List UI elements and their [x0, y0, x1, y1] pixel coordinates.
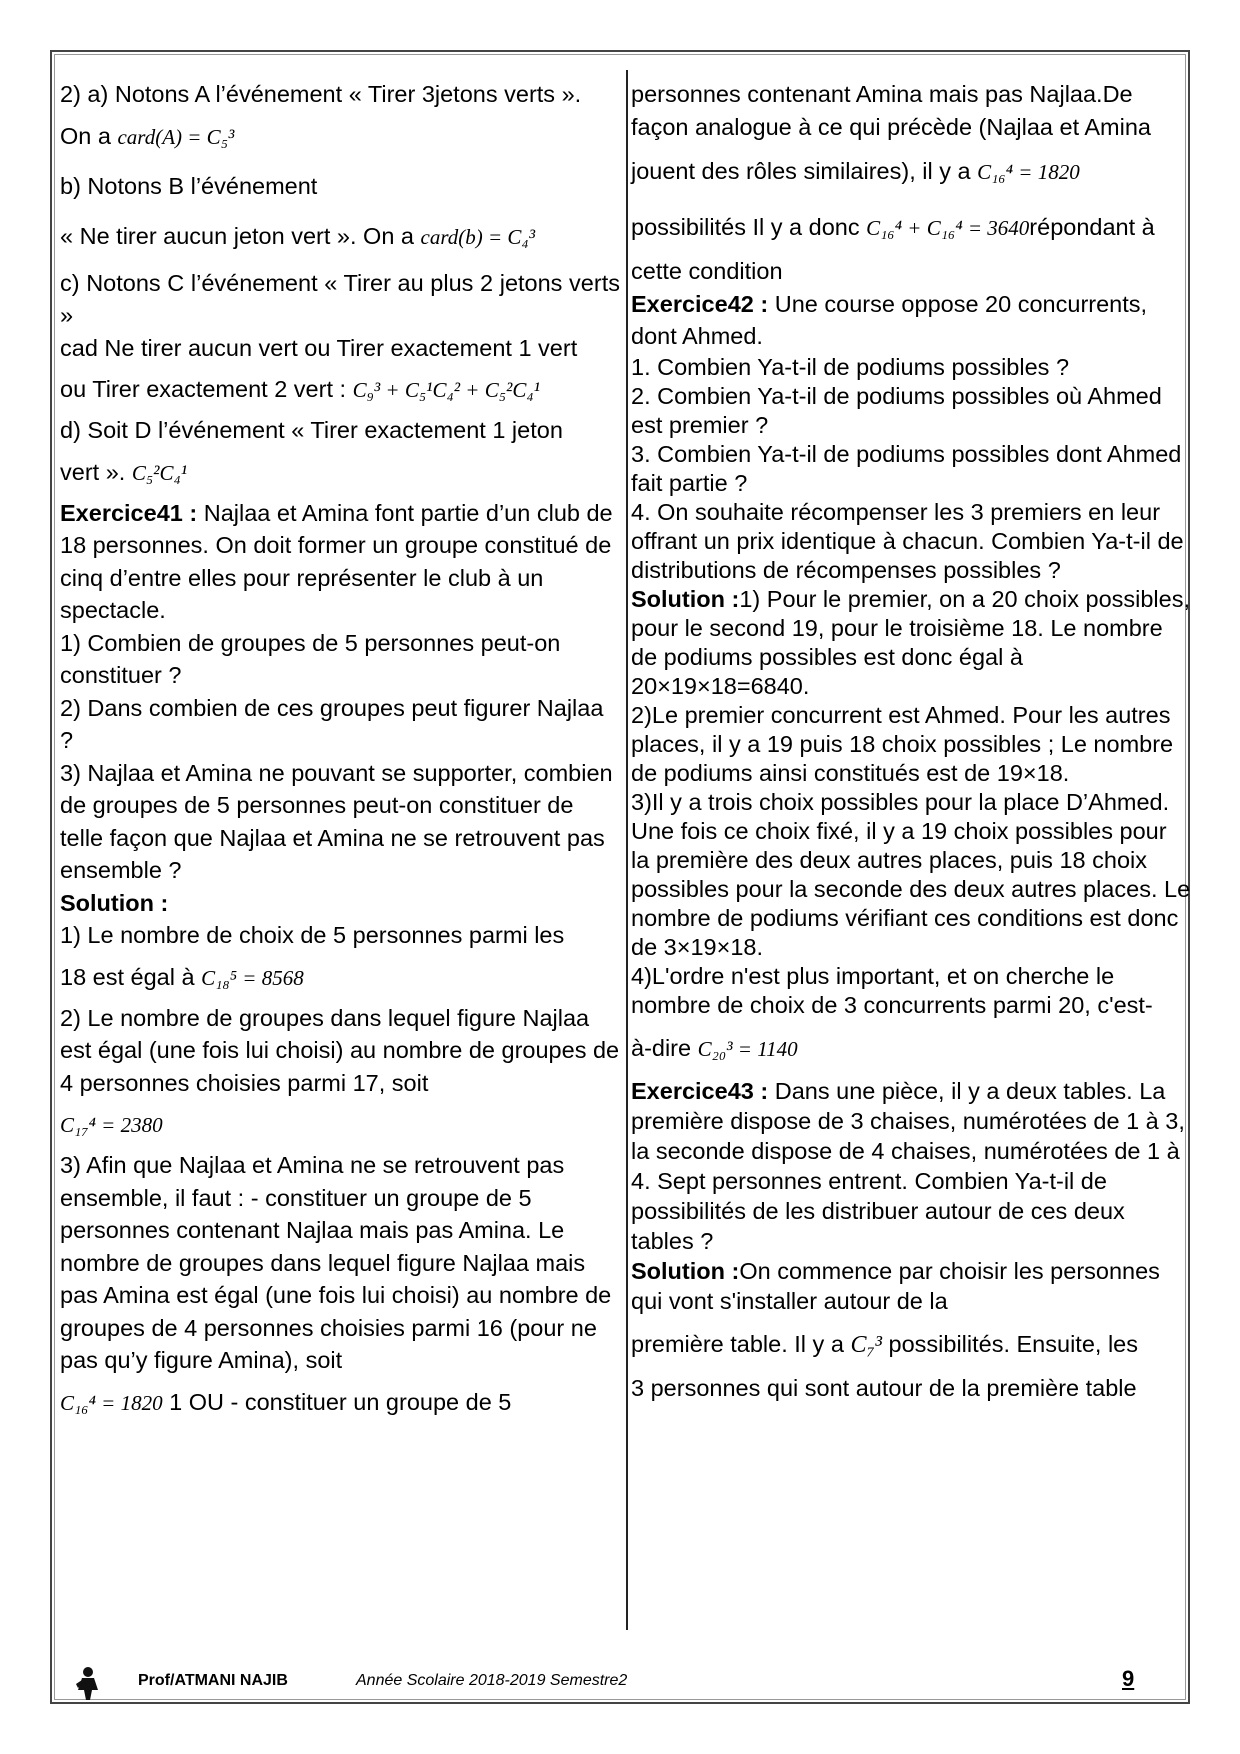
solution-step: Solution :On commence par choisir les personnes qui vont s'installer autour de la [631, 1257, 1160, 1314]
exercise-42: Exercice42 : Une course oppose 20 concurrents, dont Ahmed. [631, 290, 1148, 349]
text-line: cad Ne tirer aucun vert ou Tirer exactement 1 vert [60, 334, 578, 361]
text-line: On a card(A) = C₅³ [60, 122, 235, 149]
text-line: 1) Le nombre de choix de 5 personnes parmi les [60, 922, 565, 948]
right-column [631, 78, 1191, 1404]
formula: C₇³ [850, 1331, 882, 1358]
text-line: 18 est égal à C₁₈⁵ = 8568 [60, 963, 304, 990]
page-footer [60, 1666, 1180, 1712]
author-name: Prof/ATMANI NAJIB [138, 1672, 288, 1689]
page-number: 9 [1122, 1666, 1135, 1691]
solution-step: 2)Le premier concurrent est Ahmed. Pour les autres places, il y a 19 puis 18 choix possibles ; Le nombre de podiums ainsi constitués est de 19×18. [631, 701, 1174, 786]
solution-step: 3)Il y a trois choix possibles pour la place D’Ahmed. Une fois ce choix fixé, il y a 19 choix possibles pour la première des deux autres places, puis 18 choix possibles pour la seconde des deux autres places. Le nombre de podiums vérifiant ces conditions est donc de 3×19×18. [631, 788, 1191, 960]
solution-step: 3) Afin que Najlaa et Amina ne se retrouvent pas ensemble, il faut : - constituer un groupe de 5 personnes contenant Najlaa mais pas Amina. Le nombre de groupes dans lequel figure Najlaa mais pas Amina est égal (une fois lui choisi) au nombre de groupes de 4 personnes choisies parmi 16 (pour ne pas qu’y figure Amina), soit [60, 1152, 612, 1373]
text-line: à-dire C₂₀³ = 1140 [631, 1034, 798, 1061]
text-line: c) Notons C l’événement « Tirer au plus 2 jetons verts » [60, 269, 620, 328]
text-line: jouent des rôles similaires), il y a C₁₆⁴ = 1820 [631, 158, 1080, 184]
text-line: d) Soit D l’événement « Tirer exactement 1 jeton [60, 417, 563, 443]
formula: C₁₆⁴ + C₁₆⁴ = 3640 [866, 216, 1030, 240]
solution-step: 4)L'ordre n'est plus important, et on cherche le nombre de choix de 3 concurrents parmi 20, c'est- [631, 962, 1153, 1018]
text-line: vert ». C₅²C₄¹ [60, 458, 188, 485]
formula: C₁₈⁵ = 8568 [201, 965, 304, 990]
exercise-43: Exercice43 : Dans une pièce, il y a deux tables. La première dispose de 3 chaises, numérotées de 1 à 3, la seconde dispose de 4 chaises, numérotées de 1 à 4. Sept personnes entrent. Combien Ya-t-il de possibilités de les distribuer autour de ces deux tables ? [631, 1077, 1185, 1254]
formula: card(b) = C₄³ [420, 224, 536, 249]
formula: C₅²C₄¹ [131, 460, 188, 485]
text-line: cette condition [631, 258, 783, 284]
formula: card(A) = C₅³ [117, 124, 235, 149]
question: 1) Combien de groupes de 5 personnes peut-on constituer ? [60, 629, 561, 688]
solution-title: Solution : [631, 1257, 740, 1284]
text-line: « Ne tirer aucun jeton vert ». On a card(b) = C₄³ [60, 222, 536, 249]
text-line: 2) a) Notons A l’événement « Tirer 3jetons verts ». [60, 81, 582, 107]
column-divider [626, 70, 628, 1630]
text-line: 3 personnes qui sont autour de la première table [631, 1374, 1137, 1401]
solution-step: Solution :1) Pour le premier, on a 20 choix possibles, pour le second 19, pour le troisième 18. Le nombre de podiums possibles est donc égal à 20×19×18=6840. [631, 585, 1190, 699]
exercise-41: Exercice41 : Najlaa et Amina font partie d’un club de 18 personnes. On doit former un groupe constitué de cinq d’entre elles pour représenter le club à un spectacle. [60, 499, 613, 623]
text-line: possibilités Il y a donc C₁₆⁴ + C₁₆⁴ = 3640répondant à [631, 214, 1155, 240]
question: 2. Combien Ya-t-il de podiums possibles où Ahmed est premier ? [631, 382, 1162, 438]
solution-title: Solution : [631, 585, 740, 612]
exercise-title: Exercice43 : [631, 1077, 769, 1104]
formula: C₉³ + C₅¹C₄² + C₅²C₄¹ [352, 378, 540, 402]
school-year: Année Scolaire 2018-2019 Semestre2 [356, 1672, 628, 1689]
text-line: ou Tirer exactement 2 vert : C₉³ + C₅¹C₄² + C₅²C₄¹ [60, 376, 540, 402]
solution-title: Solution : [60, 889, 169, 916]
question: 2) Dans combien de ces groupes peut figurer Najlaa ? [60, 694, 604, 753]
left-column [60, 78, 620, 1427]
exercise-title: Exercice42 : [631, 290, 769, 317]
text-line: première table. Il y a C₇³ possibilités. Ensuite, les [631, 1330, 1138, 1358]
formula: C₁₇⁴ = 2380 [60, 1113, 163, 1137]
question: 4. On souhaite récompenser les 3 premiers en leur offrant un prix identique à chacun. Combien Ya-t-il de distributions de récompenses possibles ? [631, 498, 1184, 583]
text-line: personnes contenant Amina mais pas Najlaa.De façon analogue à ce qui précède (Najlaa et Amina [631, 81, 1151, 140]
text-line: b) Notons B l’événement [60, 172, 318, 199]
exercise-title: Exercice41 : [60, 499, 198, 526]
formula: C₁₆⁴ = 1820 [60, 1390, 163, 1415]
question: 3) Najlaa et Amina ne pouvant se supporter, combien de groupes de 5 personnes peut-on constituer de telle façon que Najlaa et Amina ne se retrouvent pas ensemble ? [60, 759, 613, 883]
formula-line [60, 1099, 620, 1149]
solution-step: 2) Le nombre de groupes dans lequel figure Najlaa est égal (une fois lui choisi) au nombre de groupes de 4 personnes choisies parmi 17, soit [60, 1004, 620, 1096]
formula: C₂₀³ = 1140 [697, 1036, 798, 1061]
author-logo-icon [68, 1664, 108, 1702]
formula: C₁₆⁴ = 1820 [977, 160, 1080, 184]
question: 1. Combien Ya-t-il de podiums possibles ? [631, 353, 1070, 380]
question: 3. Combien Ya-t-il de podiums possibles dont Ahmed fait partie ? [631, 440, 1182, 496]
text-line: C₁₆⁴ = 1820 1 OU - constituer un groupe de 5 [60, 1388, 512, 1415]
